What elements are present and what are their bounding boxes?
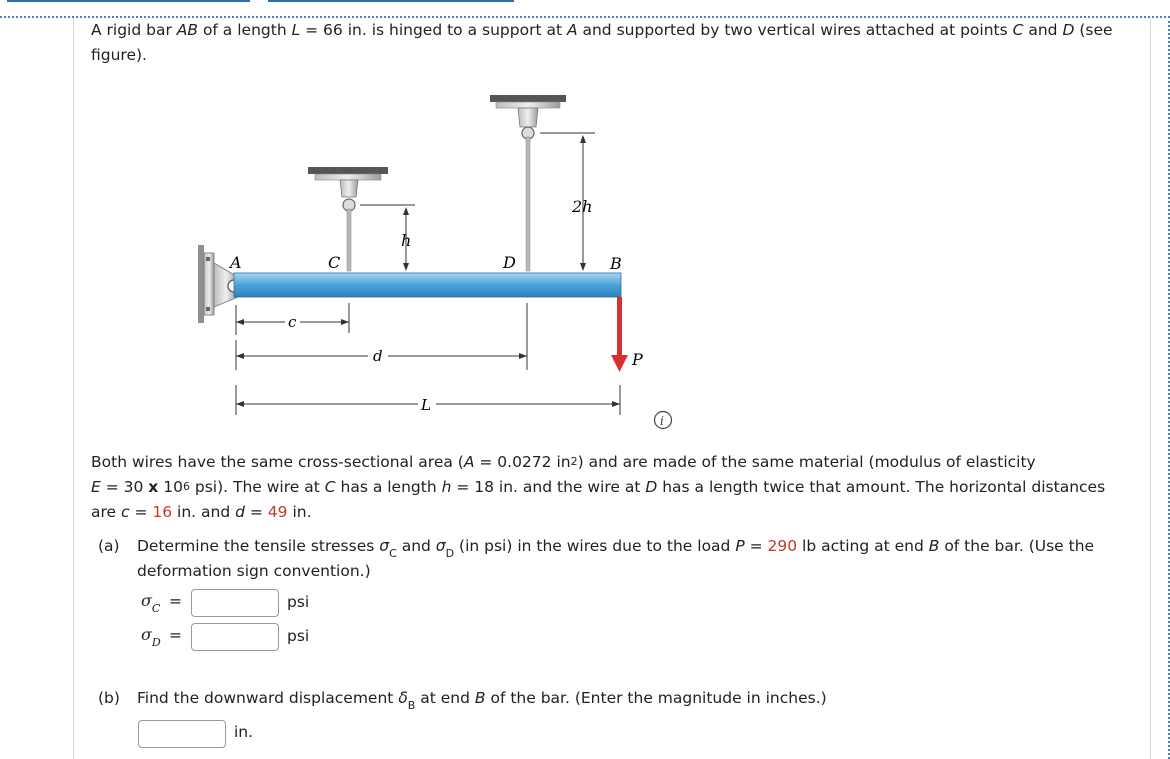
ceiling-support-d [490, 95, 566, 139]
part-a-question: Determine the tensile stresses $\sigma_C$ and $\sigma_D$ (in psi) in the wires due to the load P = 290 lb acting at end B of the bar. (Use the deformation sign convention.) [137, 537, 1095, 580]
wire-c [347, 209, 351, 271]
svg-text:i: i [660, 414, 664, 428]
delta-b-unit: in. [234, 723, 254, 741]
given-data-text: Both wires have the same cross-sectional area (A = 0.0272 $in^2$) and are made of the same material (modulus of elasticity E = 30 x $10^6$ psi). The wire at C has a length h = 18 in. and the wire at D has a length twice that amount. The horizontal distances are c = 16 in. and d = 49 in. [91, 453, 1106, 521]
label-b: B [610, 254, 622, 273]
sigma-c-input[interactable] [191, 589, 279, 617]
sigma-d-symbol: $\sigma_D$ [141, 625, 161, 649]
label-d: D [503, 253, 516, 272]
d-value: 49 [267, 503, 288, 521]
label-2h: 2h [572, 197, 593, 216]
part-b-question: Find the downward displacement $\delta_B$ at end B of the bar. (Enter the magnitude in inches.) [137, 689, 827, 712]
label-p: P [632, 350, 643, 369]
sigma-d-equals: = [169, 626, 182, 644]
delta-b-input[interactable] [138, 720, 226, 748]
p-value: 290 [767, 537, 798, 555]
tab-indicator-2[interactable] [268, 0, 514, 2]
load-arrow [611, 297, 628, 372]
label-c-dim: c [288, 313, 297, 331]
sigma-d-unit: psi [287, 627, 310, 645]
label-c: C [328, 253, 341, 272]
c-value: 16 [152, 503, 173, 521]
sigma-c-symbol: $\sigma_C$ [141, 591, 161, 615]
info-icon[interactable] [655, 412, 672, 429]
label-a: A [230, 253, 242, 272]
rigid-bar [234, 273, 621, 297]
intro-text: A rigid bar AB of a length L = 66 in. is hinged to a support at A and supported by two vertical wires attached at points C and D (see figure). [91, 21, 1113, 64]
problem-figure [190, 85, 690, 430]
sigma-c-equals: = [169, 592, 182, 610]
part-a-label: (a) [98, 537, 120, 555]
ceiling-support-c [308, 167, 388, 211]
label-h: h [401, 231, 412, 250]
wire-d [526, 137, 530, 271]
part-b-label: (b) [98, 689, 120, 707]
sigma-d-input[interactable] [191, 623, 279, 651]
top-tabs [0, 0, 1170, 4]
label-d-dim: d [373, 347, 383, 365]
sigma-c-unit: psi [287, 593, 310, 611]
tab-indicator-1[interactable] [7, 0, 250, 2]
label-L-dim: L [421, 396, 431, 414]
